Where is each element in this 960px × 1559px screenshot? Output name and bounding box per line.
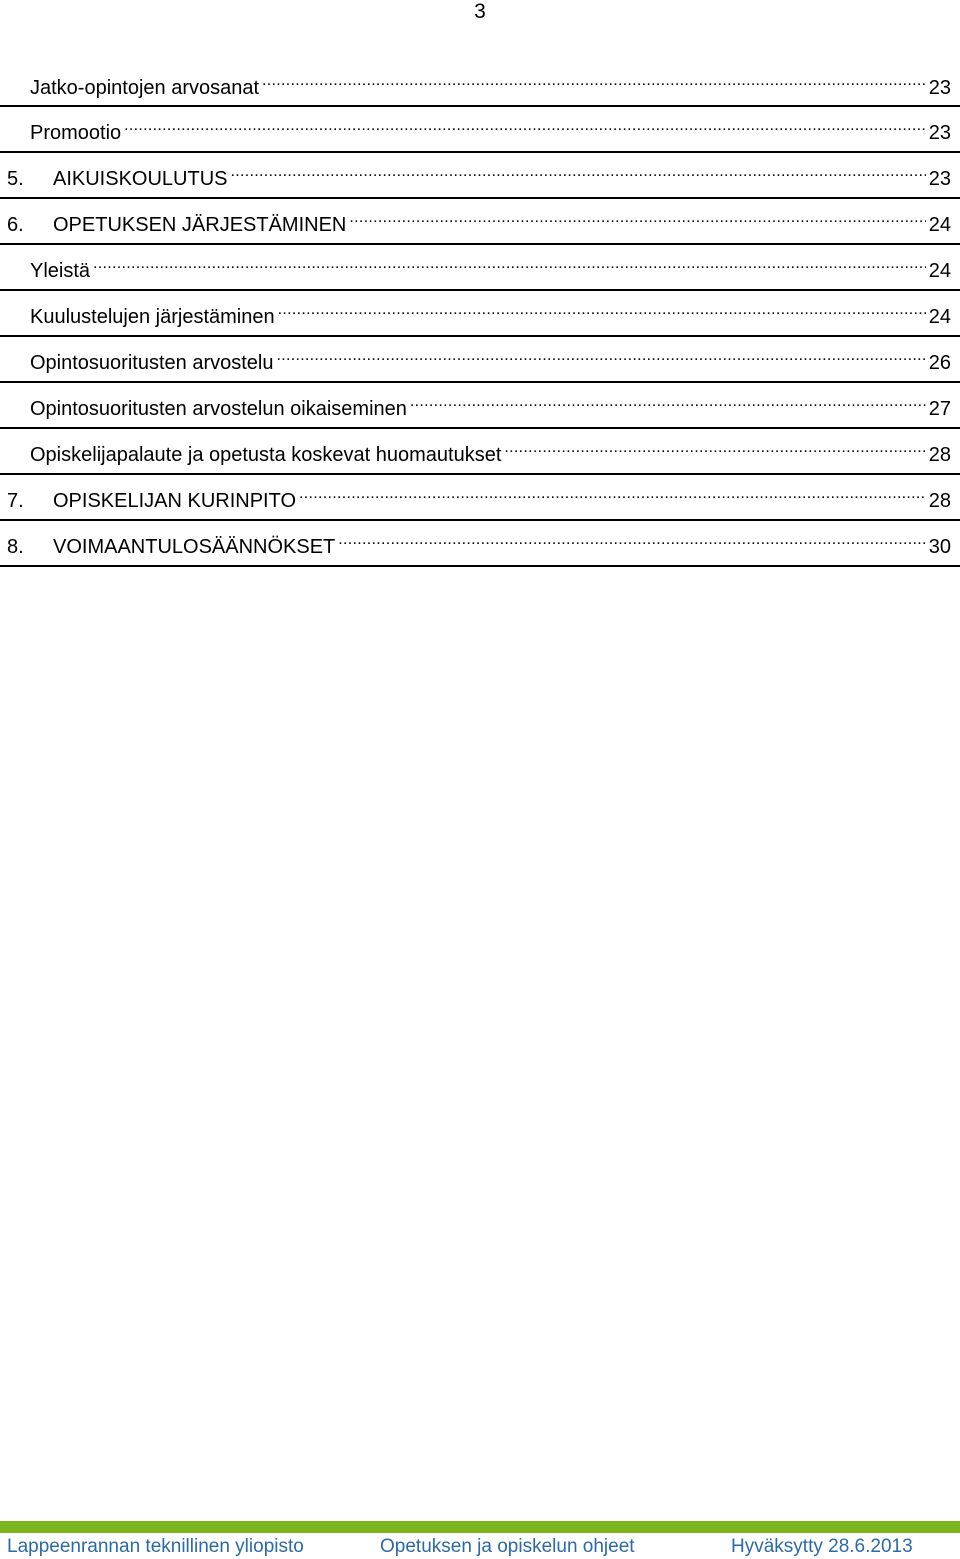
toc-entry[interactable] [0, 155, 960, 201]
toc-row-rule [0, 243, 960, 245]
toc-entry-page: 23 [928, 122, 951, 144]
toc-entry-title: OPETUKSEN JÄRJESTÄMINEN [53, 214, 347, 236]
toc-entry-title: VOIMAANTULOSÄÄNNÖKSET [53, 536, 336, 558]
toc-dot-leader [230, 165, 925, 185]
toc-row-rule [0, 335, 960, 337]
toc-entry-page: 30 [928, 536, 951, 558]
toc-dot-leader [338, 533, 925, 553]
toc-row-rule [0, 289, 960, 291]
toc-entry-page: 23 [928, 77, 951, 99]
table-of-contents [0, 64, 960, 569]
toc-entry-title: OPISKELIJAN KURINPITO [53, 490, 297, 512]
toc-row-rule [0, 151, 960, 153]
toc-entry-title: Opintosuoritusten arvostelu [30, 352, 274, 374]
toc-entry[interactable] [0, 247, 960, 293]
toc-dot-leader [349, 211, 925, 231]
toc-entry[interactable] [0, 339, 960, 385]
toc-entry-number: 6. [7, 214, 24, 236]
footer-approval-date: Hyväksytty 28.6.2013 [731, 1536, 913, 1557]
footer-institution: Lappeenrannan teknillinen yliopisto [7, 1536, 304, 1557]
toc-entry[interactable] [0, 385, 960, 431]
toc-entry-title: Promootio [30, 122, 122, 144]
toc-entry-number: 5. [7, 168, 24, 190]
footer-document-title: Opetuksen ja opiskelun ohjeet [380, 1536, 635, 1557]
page-number: 3 [474, 0, 486, 23]
toc-dot-leader [276, 349, 925, 369]
toc-dot-leader [262, 74, 926, 94]
toc-dot-leader [504, 441, 925, 461]
toc-entry-page: 27 [928, 398, 951, 420]
toc-entry-title: Jatko-opintojen arvosanat [30, 77, 260, 99]
toc-entry[interactable] [0, 477, 960, 523]
toc-entry-title: Opintosuoritusten arvostelun oikaiseminen [30, 398, 407, 420]
toc-dot-leader [410, 395, 926, 415]
toc-entry-title: Opiskelijapalaute ja opetusta koskevat huomautukset [30, 444, 502, 466]
toc-row-rule [0, 519, 960, 521]
page-footer [0, 1535, 960, 1559]
toc-entry[interactable] [0, 431, 960, 477]
toc-dot-leader [278, 303, 926, 323]
toc-row-rule [0, 565, 960, 567]
toc-dot-leader [299, 487, 926, 507]
toc-entry[interactable] [0, 293, 960, 339]
toc-entry-page: 24 [928, 306, 951, 328]
toc-row-rule [0, 105, 960, 107]
toc-entry-page: 26 [928, 352, 951, 374]
toc-entry[interactable] [0, 201, 960, 247]
toc-entry-title: Kuulustelujen järjestäminen [30, 306, 275, 328]
toc-entry-number: 7. [7, 490, 24, 512]
toc-dot-leader [124, 119, 926, 139]
toc-row-rule [0, 427, 960, 429]
toc-row-rule [0, 381, 960, 383]
toc-entry-number: 8. [7, 536, 24, 558]
toc-entry[interactable] [0, 109, 960, 155]
toc-entry-page: 28 [928, 490, 951, 512]
toc-entry-page: 24 [928, 260, 951, 282]
toc-entry-page: 24 [928, 214, 951, 236]
toc-entry-title: Yleistä [30, 260, 91, 282]
toc-entry-page: 28 [928, 444, 951, 466]
toc-row-rule [0, 473, 960, 475]
toc-dot-leader [93, 257, 926, 277]
toc-entry[interactable] [0, 523, 960, 569]
toc-row-rule [0, 197, 960, 199]
footer-rule [0, 1521, 960, 1533]
toc-entry-title: AIKUISKOULUTUS [53, 168, 228, 190]
toc-entry-page: 23 [928, 168, 951, 190]
toc-entry[interactable] [0, 64, 960, 109]
